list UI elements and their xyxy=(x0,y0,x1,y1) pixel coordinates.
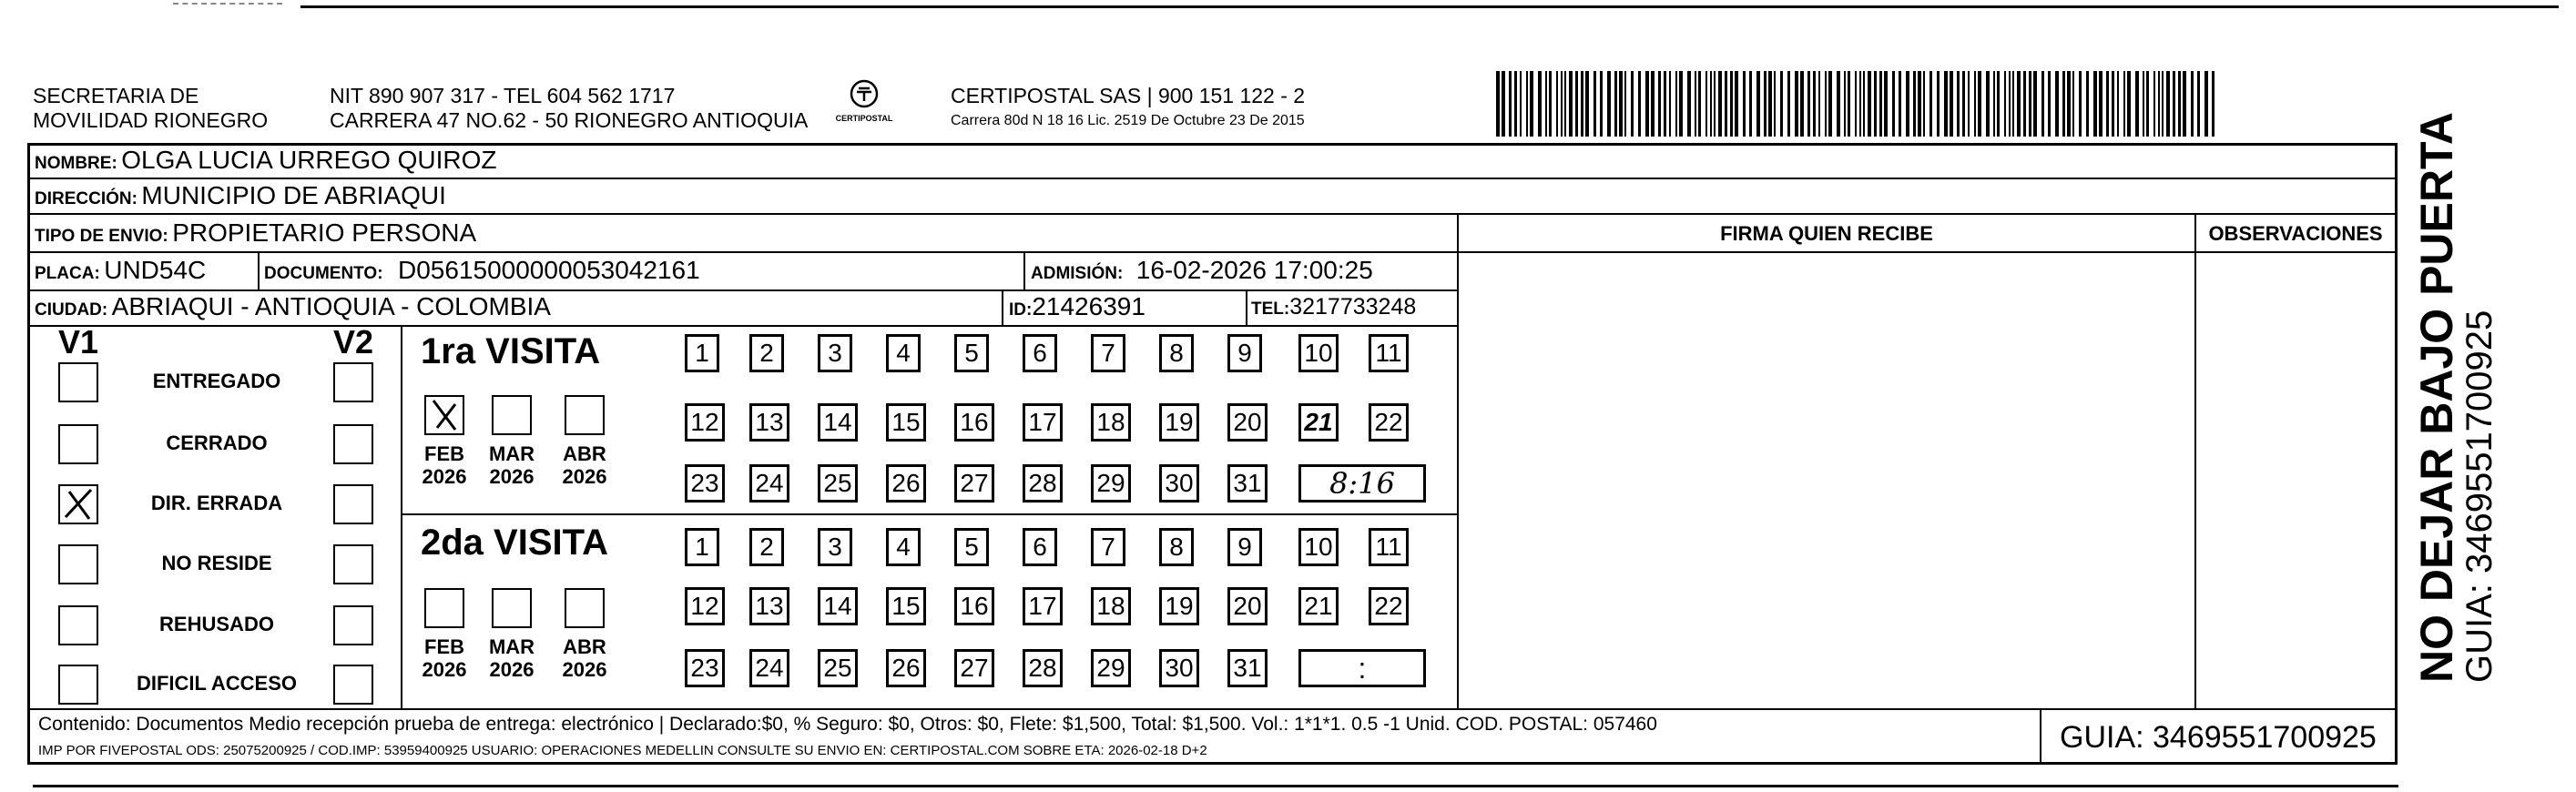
day-box[interactable]: 19 xyxy=(1159,587,1199,625)
id-value: 21426391 xyxy=(1032,292,1145,320)
footer-guia: GUIA: 3469551700925 xyxy=(2060,720,2377,755)
placa-sep xyxy=(258,251,260,289)
day-box[interactable]: 31 xyxy=(1227,464,1268,503)
day-box[interactable]: 13 xyxy=(749,587,789,625)
day-box[interactable]: 6 xyxy=(1023,334,1057,372)
logo-icon xyxy=(846,78,882,109)
day-box[interactable]: 17 xyxy=(1023,587,1063,625)
col-obs-left xyxy=(2194,213,2196,708)
day-box[interactable]: 3 xyxy=(818,334,852,372)
v2-checkbox[interactable] xyxy=(333,605,373,645)
admision-cell: ADMISIÓN: 16-02-2026 17:00:25 xyxy=(1031,256,1373,284)
side-guia: GUIA: 3469551700925 xyxy=(2459,310,2500,683)
day-box[interactable]: 4 xyxy=(886,528,921,566)
day-box[interactable]: 2 xyxy=(749,334,784,372)
tel-cell: TEL:3217733248 xyxy=(1251,294,1417,320)
visit-sep xyxy=(401,513,1457,515)
day-box[interactable]: 23 xyxy=(685,464,725,503)
v1-checkbox[interactable] xyxy=(58,424,98,464)
month-label: ABR 2026 xyxy=(562,635,607,681)
month-checkbox[interactable] xyxy=(424,588,464,628)
side-text xyxy=(2413,112,2499,683)
day-box[interactable]: 14 xyxy=(818,587,858,625)
nombre-row: NOMBRE: OLGA LUCIA URREGO QUIROZ xyxy=(35,146,497,174)
status-label: DIFICIL ACCESO xyxy=(136,672,297,695)
day-box[interactable]: 19 xyxy=(1159,403,1199,442)
month-label: ABR 2026 xyxy=(562,442,607,488)
v1-checkbox[interactable] xyxy=(58,605,98,645)
day-box[interactable]: 21 xyxy=(1298,403,1339,442)
day-box[interactable]: 3 xyxy=(818,528,852,566)
v1-checkbox[interactable] xyxy=(58,665,98,705)
month-label: MAR 2026 xyxy=(488,442,535,488)
day-box[interactable]: 7 xyxy=(1091,528,1125,566)
ciudad-value: ABRIAQUI - ANTIOQUIA - COLOMBIA xyxy=(111,292,551,320)
month-checkbox[interactable] xyxy=(492,395,532,435)
v1-checkbox[interactable] xyxy=(58,484,98,524)
time-box[interactable]: 8:16 xyxy=(1298,464,1426,503)
month-checkbox[interactable] xyxy=(565,395,605,435)
status-sep xyxy=(401,325,402,708)
bottom-shadow xyxy=(33,785,2398,787)
second-visit-title: 2da VISITA xyxy=(421,523,608,563)
day-box[interactable]: 4 xyxy=(886,334,921,372)
status-label: DIR. ERRADA xyxy=(150,492,283,514)
day-box[interactable]: 12 xyxy=(685,587,725,625)
nombre-value: OLGA LUCIA URREGO QUIROZ xyxy=(121,146,497,174)
status-label: ENTREGADO xyxy=(152,370,281,392)
status-label: REHUSADO xyxy=(159,613,274,635)
day-box[interactable]: 15 xyxy=(886,587,926,625)
day-box[interactable]: 16 xyxy=(954,403,994,442)
v1-heading: V1 xyxy=(58,323,99,360)
day-box[interactable]: 26 xyxy=(886,649,926,687)
v1-checkbox[interactable] xyxy=(58,362,98,402)
v2-checkbox[interactable] xyxy=(333,362,373,402)
v2-checkbox[interactable] xyxy=(333,665,373,705)
day-box[interactable]: 9 xyxy=(1227,334,1262,372)
time-box[interactable]: : xyxy=(1298,649,1426,687)
day-box[interactable]: 11 xyxy=(1369,334,1409,372)
day-box[interactable]: 5 xyxy=(954,334,989,372)
admision-value: 16-02-2026 17:00:25 xyxy=(1135,256,1373,284)
footer-imp: IMP POR FIVEPOSTAL ODS: 25075200925 / COD.IMP: 53959400925 USUARIO: OPERACIONES MEDELLIN CONSULTE SU ENVIO EN: CERTIPOSTAL.COM SOBRE ETA: 2026-02-18 D+2 xyxy=(38,743,1207,758)
day-box[interactable]: 8 xyxy=(1159,334,1194,372)
form-bottom xyxy=(27,762,2398,765)
v2-checkbox[interactable] xyxy=(333,544,373,584)
placa-value: UND54C xyxy=(104,256,207,284)
documento-cell: DOCUMENTO: D05615000000053042161 xyxy=(264,256,700,284)
day-box[interactable]: 16 xyxy=(954,587,994,625)
day-box[interactable]: 30 xyxy=(1159,649,1199,687)
company-info: CERTIPOSTAL SAS | 900 151 122 - 2 Carrera 80d N 18 16 Lic. 2519 De Octubre 23 De 2015 xyxy=(951,84,1306,128)
col-firma-left xyxy=(1457,213,1459,708)
org-contact: NIT 890 907 317 - TEL 604 562 1717 CARRERA 47 NO.62 - 50 RIONEGRO ANTIOQUIA xyxy=(330,84,809,132)
day-box[interactable]: 27 xyxy=(954,464,994,503)
v2-heading: V2 xyxy=(333,323,374,360)
month-checkbox[interactable] xyxy=(492,588,532,628)
day-box[interactable]: 25 xyxy=(818,649,858,687)
day-box[interactable]: 8 xyxy=(1159,528,1194,566)
direccion-row: DIRECCIÓN: MUNICIPIO DE ABRIAQUI xyxy=(35,181,446,209)
day-box[interactable]: 25 xyxy=(818,464,858,503)
day-box[interactable]: 28 xyxy=(1023,649,1063,687)
tipo-value: PROPIETARIO PERSONA xyxy=(172,218,477,247)
day-box[interactable]: 27 xyxy=(954,649,994,687)
day-box[interactable]: 30 xyxy=(1159,464,1199,503)
day-box[interactable]: 13 xyxy=(749,403,789,442)
day-box[interactable]: 24 xyxy=(749,649,789,687)
tel-sep xyxy=(1246,289,1247,325)
day-box[interactable]: 17 xyxy=(1023,403,1063,442)
day-box[interactable]: 14 xyxy=(818,403,858,442)
day-box[interactable]: 6 xyxy=(1023,528,1057,566)
no-dejar-bajo-puerta: NO DEJAR BAJO PUERTA xyxy=(2411,112,2462,683)
day-box[interactable]: 7 xyxy=(1091,334,1125,372)
day-box[interactable]: 20 xyxy=(1227,403,1268,442)
tel-value: 3217733248 xyxy=(1289,294,1417,320)
first-visit-title: 1ra VISITA xyxy=(421,331,601,371)
admision-sep xyxy=(1023,251,1025,289)
footer-contenido: Contenido: Documentos Medio recepción prueba de entrega: electrónico | Declarado:$0, % Seguro: $0, Otros: $0, Flete: $1,500, Total: $1,500. Vol.: 1*1*1. 0.5 -1 Unid. COD. POSTAL: 057460 xyxy=(38,714,1657,735)
row-line-3b xyxy=(1457,251,2395,253)
id-cell: ID:21426391 xyxy=(1009,292,1145,320)
v2-checkbox[interactable] xyxy=(333,484,373,524)
barcode xyxy=(1496,71,2218,137)
month-label: MAR 2026 xyxy=(488,635,535,681)
v2-checkbox[interactable] xyxy=(333,424,373,464)
month-label: FEB 2026 xyxy=(422,635,467,681)
form-left xyxy=(27,143,30,765)
day-box[interactable]: 2 xyxy=(749,528,784,566)
day-box[interactable]: 12 xyxy=(685,403,725,442)
day-box[interactable]: 29 xyxy=(1091,464,1131,503)
status-label: NO RESIDE xyxy=(161,552,272,574)
day-box[interactable]: 10 xyxy=(1298,528,1339,566)
observaciones-header: OBSERVACIONES xyxy=(2208,222,2383,245)
cut-line xyxy=(173,3,282,5)
day-box[interactable]: 28 xyxy=(1023,464,1063,503)
v1-checkbox[interactable] xyxy=(58,544,98,584)
direccion-value: MUNICIPIO DE ABRIAQUI xyxy=(141,181,446,209)
day-box[interactable]: 23 xyxy=(685,649,725,687)
month-checkbox[interactable] xyxy=(565,588,605,628)
guia-sep xyxy=(2040,708,2041,762)
status-label: CERRADO xyxy=(166,432,268,454)
documento-value: D05615000000053042161 xyxy=(398,256,700,284)
day-box[interactable]: 24 xyxy=(749,464,789,503)
day-box[interactable]: 1 xyxy=(685,334,719,372)
placa-cell: PLACA: UND54C xyxy=(35,256,207,284)
certipostal-logo: CERTIPOSTAL xyxy=(832,78,896,129)
tipo-row: TIPO DE ENVIO: PROPIETARIO PERSONA xyxy=(35,218,477,247)
day-box[interactable]: 15 xyxy=(886,403,926,442)
day-box[interactable]: 5 xyxy=(954,528,989,566)
day-box[interactable]: 9 xyxy=(1227,528,1262,566)
month-label: FEB 2026 xyxy=(422,442,467,488)
form-right xyxy=(2395,143,2398,765)
day-box[interactable]: 22 xyxy=(1369,403,1409,442)
check-mark-icon xyxy=(60,486,97,523)
day-box[interactable]: 18 xyxy=(1091,403,1131,442)
day-box[interactable]: 18 xyxy=(1091,587,1131,625)
ciudad-cell: CIUDAD: ABRIAQUI - ANTIOQUIA - COLOMBIA xyxy=(35,292,551,320)
row-line-footer xyxy=(27,708,2398,710)
day-box[interactable]: 21 xyxy=(1298,587,1339,625)
id-sep xyxy=(1002,289,1003,325)
day-box[interactable]: 1 xyxy=(685,528,719,566)
top-border xyxy=(300,5,2559,8)
org-name: SECRETARIA DE MOVILIDAD RIONEGRO xyxy=(33,84,269,132)
day-box[interactable]: 22 xyxy=(1369,587,1409,625)
check-mark-icon xyxy=(426,397,463,433)
day-box[interactable]: 11 xyxy=(1369,528,1409,566)
month-checkbox[interactable] xyxy=(424,395,464,435)
day-box[interactable]: 20 xyxy=(1227,587,1268,625)
day-box[interactable]: 29 xyxy=(1091,649,1131,687)
firma-header: FIRMA QUIEN RECIBE xyxy=(1720,222,1933,245)
day-box[interactable]: 26 xyxy=(886,464,926,503)
day-box[interactable]: 31 xyxy=(1227,649,1268,687)
day-box[interactable]: 10 xyxy=(1298,334,1339,372)
